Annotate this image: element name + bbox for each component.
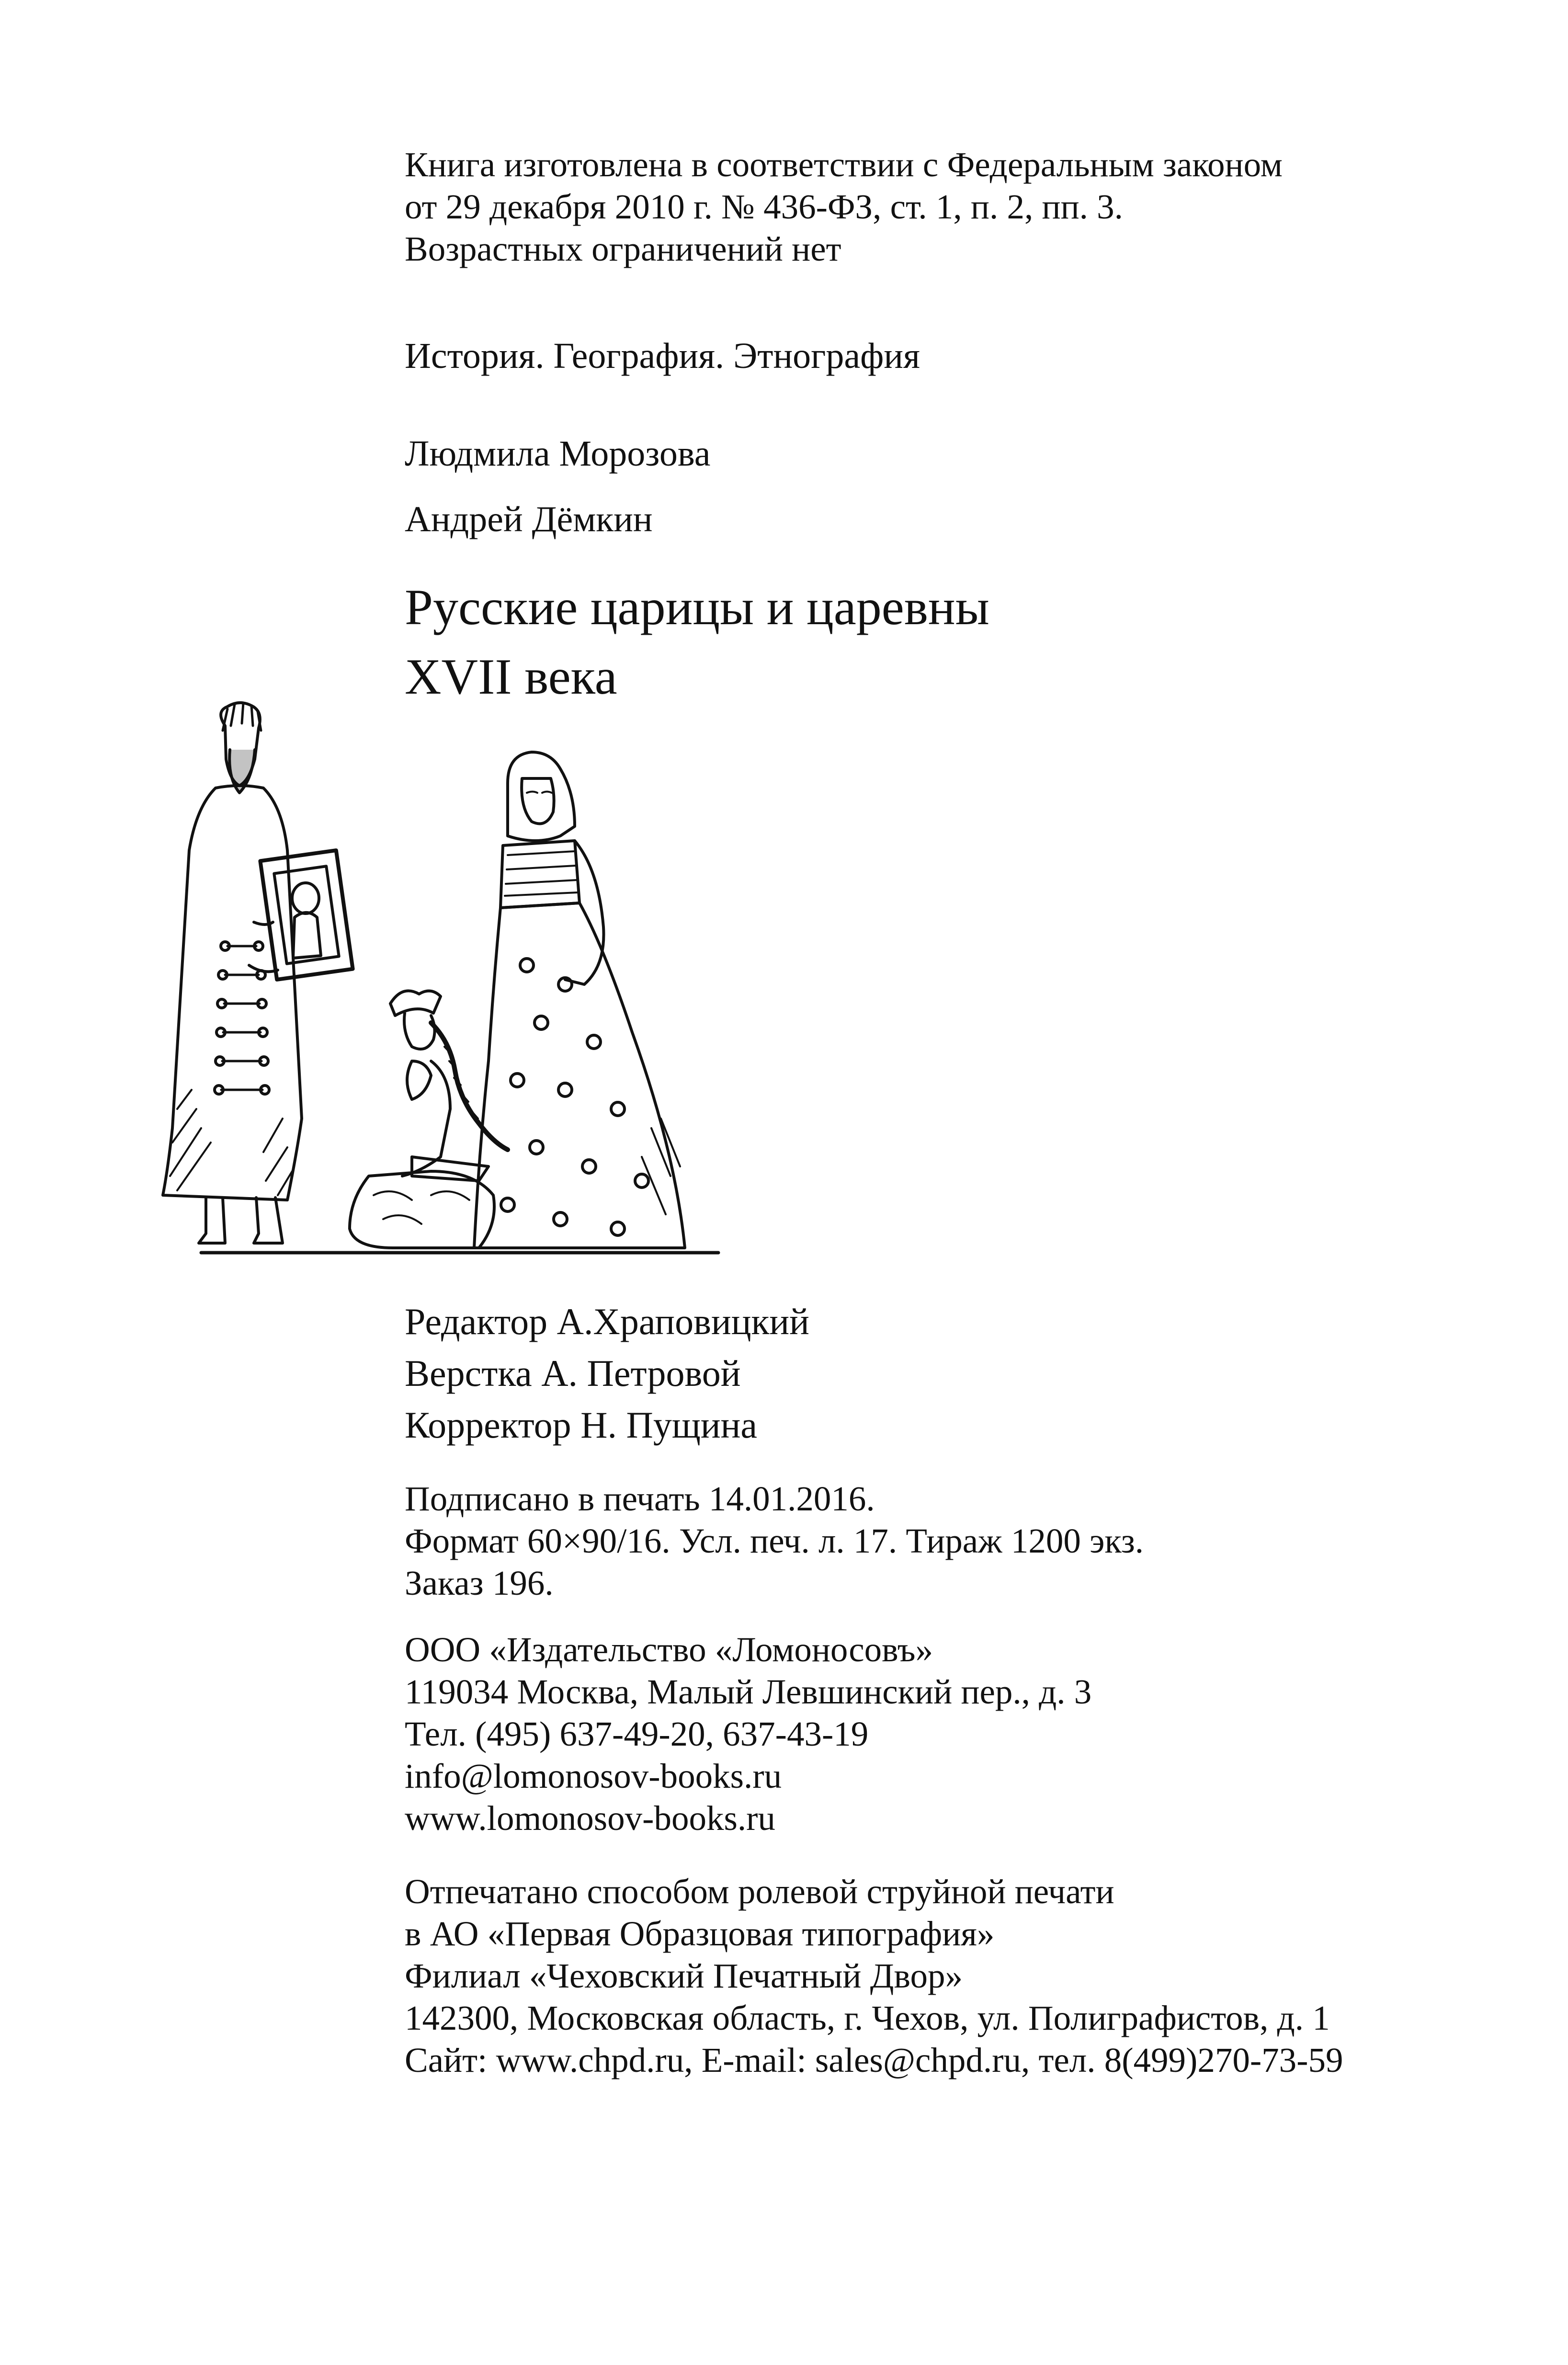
staff-line: Корректор Н. Пущина bbox=[405, 1404, 758, 1446]
title-line: XVII века bbox=[405, 649, 617, 705]
legal-line: Книга изготовлена в соответствии с Федеральным законом bbox=[405, 145, 1283, 184]
publisher-website: www.lomonosov-books.ru bbox=[405, 1799, 775, 1838]
printer-line: в АО «Первая Образцовая типография» bbox=[405, 1914, 995, 1953]
staff-line: Редактор А.Храповицкий bbox=[405, 1301, 809, 1342]
publisher-line: Тел. (495) 637-49-20, 637-43-19 bbox=[405, 1714, 869, 1753]
legal-line: Возрастных ограничений нет bbox=[405, 229, 841, 268]
category-text: История. География. Этнография bbox=[405, 336, 920, 376]
publisher-email: info@lomonosov-books.ru bbox=[405, 1757, 782, 1795]
legal-notice bbox=[405, 144, 1283, 270]
author-name: Людмила Морозова bbox=[405, 434, 711, 474]
authors bbox=[405, 431, 710, 477]
print-line: Подписано в печать 14.01.2016. bbox=[405, 1479, 875, 1518]
title-line: Русские царицы и царевны bbox=[405, 579, 989, 635]
printer-info bbox=[405, 1871, 1343, 2081]
print-line: Заказ 196. bbox=[405, 1564, 554, 1602]
category bbox=[405, 333, 920, 379]
printer-line: 142300, Московская область, г. Чехов, ул. Полиграфистов, д. 1 bbox=[405, 1999, 1330, 2037]
publisher-line: ООО «Издательство «Ломоносовъ» bbox=[405, 1630, 933, 1669]
legal-line: от 29 декабря 2010 г. № 436-ФЗ, ст. 1, п. 2, пп. 3. bbox=[405, 187, 1123, 226]
book-title bbox=[405, 572, 989, 711]
printer-line: Отпечатано способом ролевой струйной печати bbox=[405, 1872, 1114, 1911]
author-name: Андрей Дёмкин bbox=[405, 499, 653, 539]
staff-line: Верстка А. Петровой bbox=[405, 1352, 741, 1394]
print-line: Формат 60×90/16. Усл. печ. л. 17. Тираж 1200 экз. bbox=[405, 1521, 1144, 1560]
standing-woman bbox=[474, 752, 685, 1248]
authors-second bbox=[405, 497, 653, 542]
printer-line: Сайт: www.chpd.ru, E-mail: sales@chpd.ru, тел. 8(499)270-73-59 bbox=[405, 2041, 1343, 2079]
publisher-line: 119034 Москва, Малый Левшинский пер., д. 3 bbox=[405, 1672, 1092, 1711]
standing-man bbox=[163, 703, 353, 1243]
printer-line: Филиал «Чеховский Печатный Двор» bbox=[405, 1956, 963, 1995]
illustration-figures bbox=[144, 697, 766, 1267]
editorial-staff bbox=[405, 1296, 809, 1451]
print-info bbox=[405, 1478, 1144, 1604]
publisher-info bbox=[405, 1629, 1091, 1839]
